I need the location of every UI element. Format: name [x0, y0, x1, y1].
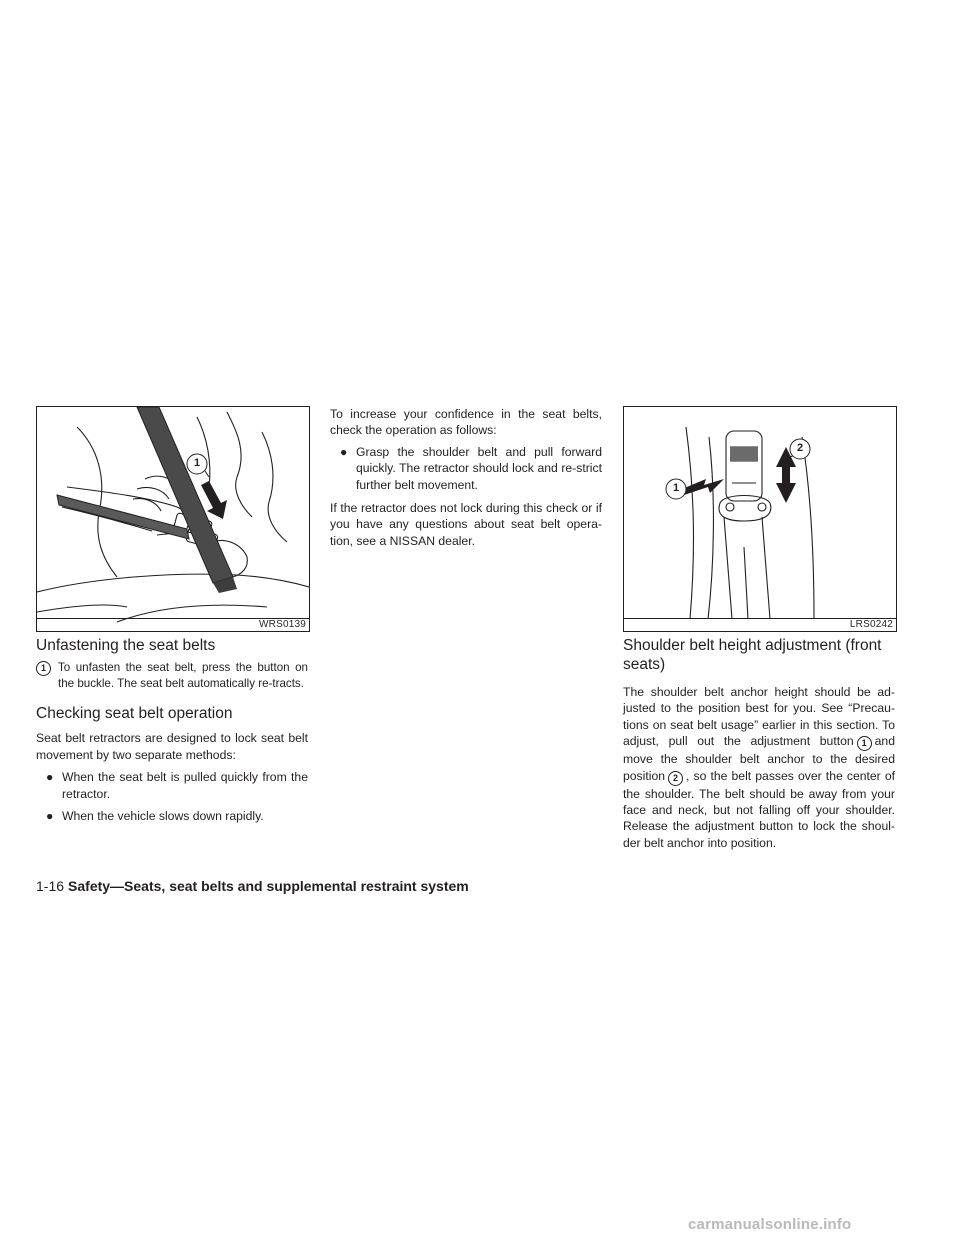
- paragraph-text-part: The shoulder belt anchor height should be ad-justed to the position best for you. See “Precau-tions on seat belt usage” earlier in this section. To adjust, pull out the adjustment button: [623, 685, 895, 749]
- confidence-intro: To increase your confidence in the seat belts, check the operation as follows:: [330, 407, 602, 438]
- bullet-item: [36, 808, 308, 824]
- watermark-text: carmanualsonline.info: [688, 1216, 852, 1233]
- heading-unfastening: Unfastening the seat belts: [36, 637, 216, 654]
- callout-number-1: 1: [672, 482, 680, 494]
- callout-number-1: 1: [193, 457, 201, 469]
- bullet-icon: ●: [46, 809, 54, 824]
- retractor-intro: Seat belt retractors are designed to lock seat belt movement by two separate methods:: [36, 731, 308, 762]
- paragraph-text-part: , so the belt passes over the center of the shoulder. The belt should be away from your face and neck, but not falling off your shoulder. Release the adjustment button to lock the shoul-der belt anchor into position.: [623, 768, 895, 850]
- column-right: [623, 636, 895, 851]
- heading-checking-operation: Checking seat belt operation: [36, 705, 233, 723]
- page-footer: [36, 878, 469, 894]
- column-left: [36, 636, 308, 824]
- step-1-text: To unfasten the seat belt, press the button on the buckle. The seat belt automatically re-tracts.: [58, 661, 308, 691]
- bullet-item: [330, 444, 602, 493]
- dealer-paragraph: If the retractor does not lock during this check or if you have any questions about seat belt opera-tion, see a NISSAN dealer.: [330, 501, 602, 548]
- inline-number-1-icon: 1: [857, 736, 872, 751]
- figure-id-label: WRS0139: [259, 619, 306, 630]
- bullet-item: [36, 769, 308, 802]
- page-number: 1-16: [36, 878, 65, 894]
- callout-number-2: 2: [796, 442, 804, 454]
- section-title: Safety—Seats, seat belts and supplemental restraint system: [68, 878, 469, 894]
- shoulder-belt-paragraph: [623, 684, 895, 851]
- step-1: [36, 660, 308, 692]
- bullet-text: When the vehicle slows down rapidly.: [62, 809, 264, 824]
- step-number-icon: 1: [36, 661, 51, 676]
- shoulder-belt-anchor-illustration: [624, 407, 896, 631]
- bullet-icon: ●: [340, 444, 348, 459]
- figure-shoulder-belt-adjust: [623, 406, 897, 632]
- paragraph-text-part: and move the shoulder belt anchor to the desired position: [623, 734, 895, 783]
- figure-unfasten-seat-belt: [36, 406, 310, 632]
- bullet-icon: ●: [46, 770, 54, 785]
- heading-shoulder-belt-height: Shoulder belt height adjustment (front seats): [623, 637, 882, 673]
- bullet-text: Grasp the shoulder belt and pull forward quickly. The retractor should lock and re-strict further belt movement.: [356, 444, 602, 492]
- bullet-text: When the seat belt is pulled quickly from the retractor.: [62, 770, 308, 801]
- seat-belt-buckle-illustration: [37, 407, 309, 631]
- inline-number-2-icon: 2: [668, 771, 683, 786]
- column-middle: [330, 406, 602, 549]
- figure-id-label: LRS0242: [849, 619, 893, 630]
